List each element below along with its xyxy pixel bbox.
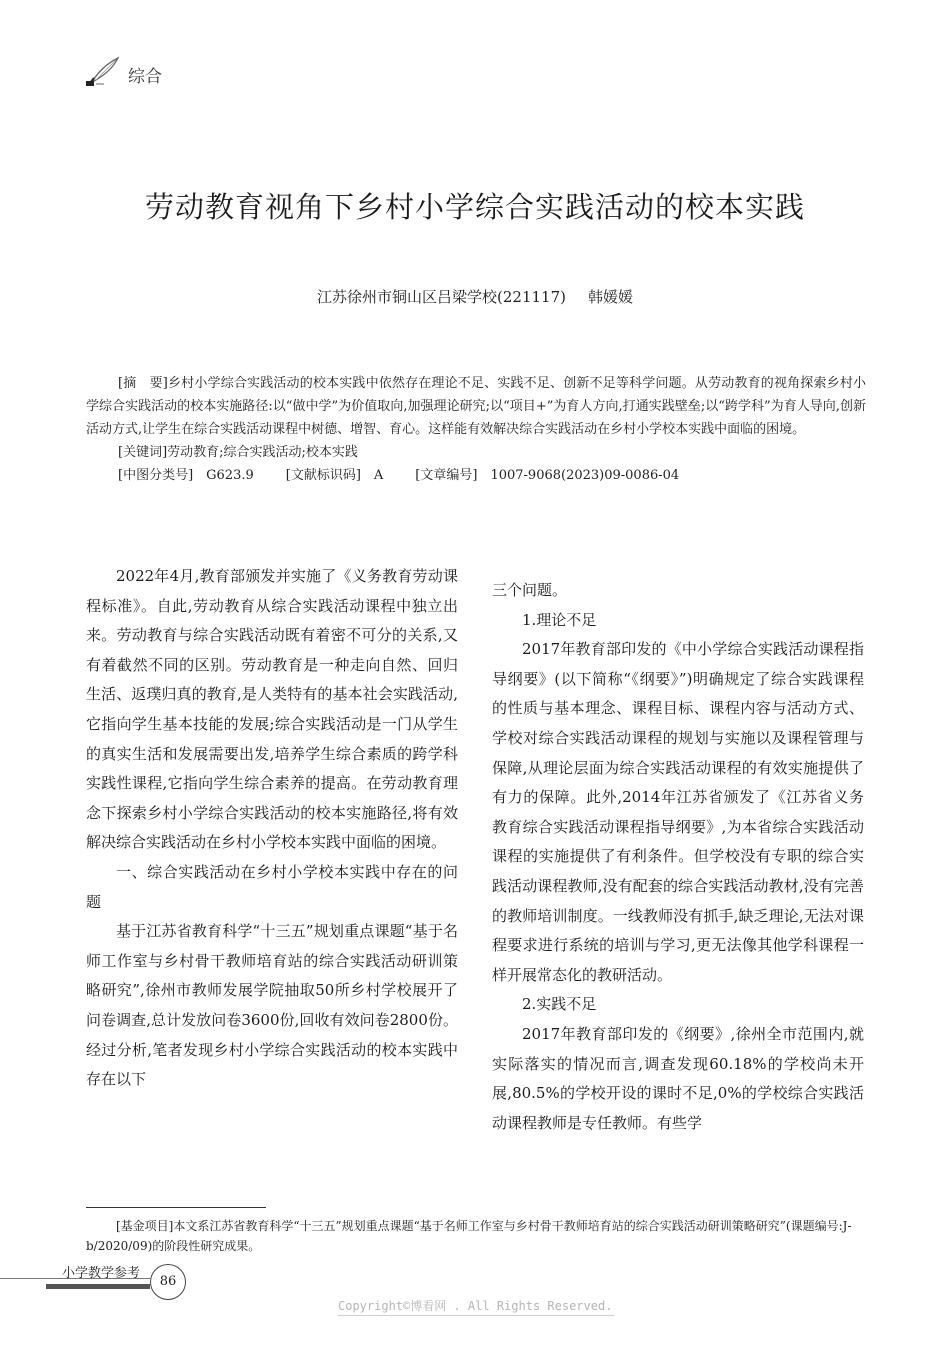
copyright-underline — [338, 1315, 614, 1316]
body-column-left — [86, 562, 458, 1095]
copyright-notice: Copyright©博看网 . All Rights Reserved. — [338, 1299, 613, 1313]
body-paragraph: 2022年4月,教育部颁发并实施了《义务教育劳动课程标准》。自此,劳动教育从综合实践活动课程中独立出来。劳动教育与综合实践活动既有着密不可分的关系,又有着截然不同的区别。劳动教育是一种走向自然、回归生活、返璞归真的教育,是人类特有的基本社会实践活动,它指向学生基本技能的发展;综合实践活动是一门从学生的真实生活和发展需要出发,培养学生综合素质的跨学科实践性课程,它指向学生综合素养的提高。在劳动教育理念下探索乡村小学综合实践活动的校本实施路径,将有效解决综合实践活动在乡村小学校本实践中面临的困境。 — [86, 567, 458, 852]
article-title: 劳动教育视角下乡村小学综合实践活动的校本实践 — [144, 190, 805, 225]
subsection-heading: 2.实践不足 — [522, 995, 597, 1014]
article-number: [文章编号] 1007-9068(2023)09-0086-04 — [415, 468, 680, 483]
author-affiliation: 江苏徐州市铜山区吕梁学校(221117) — [317, 288, 566, 306]
body-paragraph: 2017年教育部印发的《纲要》,徐州全市范围内,就实际落实的情况而言,调查发现60.18%的学校尚未开展,80.5%的学校开设的课时不足,0%的学校综合实践活动课程教师是专任教师。有些学 — [492, 1024, 864, 1132]
journal-name: 小学教学参考 — [62, 1266, 141, 1281]
page-number: 86 — [150, 1264, 186, 1300]
abstract-text: [摘 要]乡村小学综合实践活动的校本实践中依然存在理论不足、实践不足、创新不足等科学问题。从劳动教育的视角探索乡村小学综合实践活动的校本实施路径:以“做中学”为价值取向,加强理论研究;以“项目+”为育人方向,打通实践壁垒;以“跨学科”为育人导向,创新活动方式,让学生在综合实践活动课程中树德、增智、育心。这样能有效解决综合实践活动在乡村小学校本实践中面临的困境。 — [86, 376, 866, 437]
document-code: [文献标识码] A — [285, 468, 384, 483]
body-paragraph: 基于江苏省教育科学“十三五”规划重点课题“基于名师工作室与乡村骨干教师培育站的综合实践活动研训策略研究”,徐州市教师发展学院抽取50所乡村学校展开了问卷调查,总计发放问卷3600份,回收有效问卷2800份。经过分析,笔者发现乡村小学综合实践活动的校本实践中存在以下 — [86, 922, 458, 1089]
quill-pen-icon — [84, 56, 122, 86]
body-column-right — [492, 576, 864, 1138]
author-line — [0, 286, 950, 307]
classification-row — [86, 464, 866, 487]
abstract-block — [86, 372, 866, 487]
footnote-funding: [基金项目]本文系江苏省教育科学“十三五”规划重点课题“基于名师工作室与乡村骨干教师培育站的综合实践活动研训策略研究”(课题编号:J-b/2020/09)的阶段性研究成果。 — [86, 1219, 852, 1253]
author-name: 韩媛媛 — [587, 288, 633, 306]
body-paragraph: 2017年教育部印发的《中小学综合实践活动课程指导纲要》(以下简称“《纲要》”)明确规定了综合实践课程的性质与基本理念、课程目标、课程内容与活动方式、学校对综合实践活动课程的规划与实施以及课程管理与保障,从理论层面为综合实践活动课程的有效实施提供了有力的保障。此外,2014年江苏省颁发了《江苏省义务教育综合实践活动课程指导纲要》,为本省综合实践活动课程的实施提供了有利条件。但学校没有专职的综合实践活动课程教师,没有配套的综合实践活动教材,没有完善的教师培训制度。一线教师没有抓手,缺乏理论,无法对课程要求进行系统的培训与学习,更无法像其他学科课程一样开展常态化的教研活动。 — [492, 640, 864, 984]
section-label: 综合 — [128, 67, 162, 87]
section-heading: 一、综合实践活动在乡村小学校本实践中存在的问题 — [86, 862, 458, 911]
body-paragraph-continued: 三个问题。 — [492, 581, 568, 599]
subsection-heading: 1.理论不足 — [522, 610, 597, 629]
footnote-rule — [86, 1207, 266, 1208]
clc-number: [中图分类号] G623.9 — [118, 468, 254, 483]
keywords: [关键词]劳动教育;综合实践活动;校本实践 — [118, 445, 358, 460]
footer-bar — [46, 1284, 150, 1289]
